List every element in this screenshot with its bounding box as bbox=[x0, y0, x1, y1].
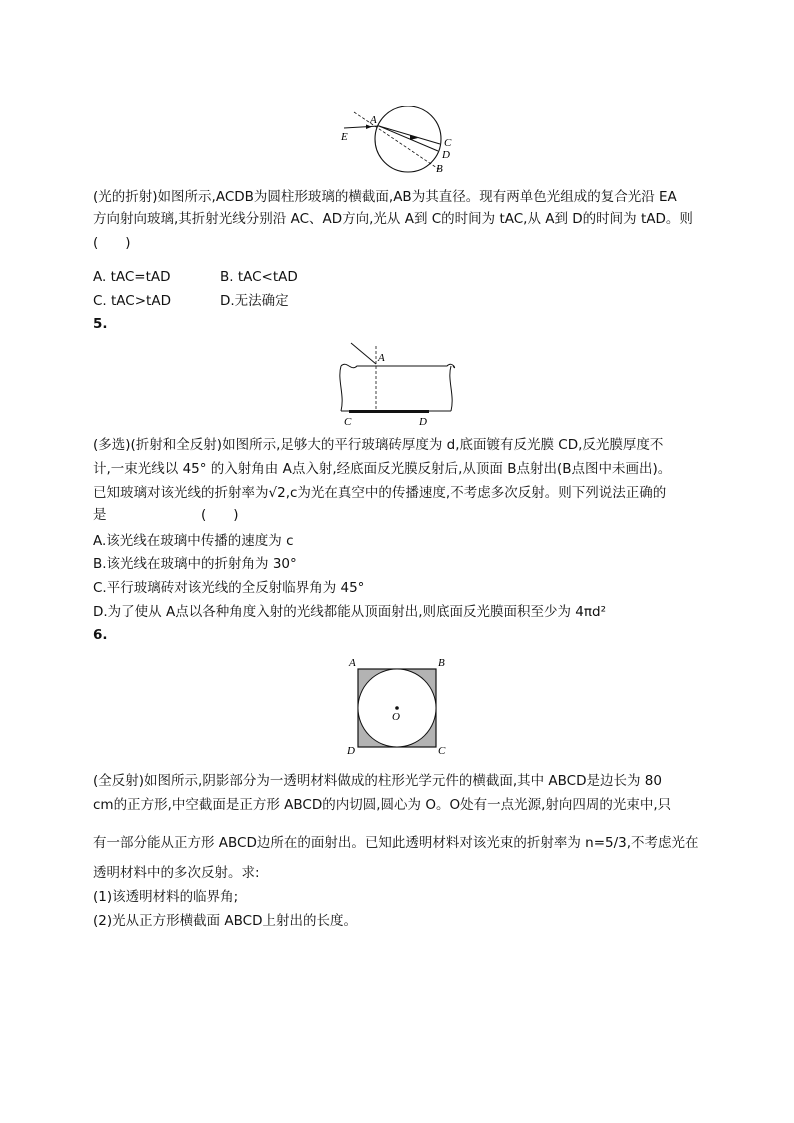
q6-line-3: 有一部分能从正方形 ABCD边所在的面射出。已知此透明材料对该光束的折射率为 n=5/3,不考虑光在 bbox=[93, 835, 699, 851]
label-D: D bbox=[442, 149, 450, 161]
label-O: O bbox=[392, 711, 400, 723]
incident-ray bbox=[351, 343, 376, 364]
label-A: A bbox=[378, 352, 385, 364]
q4-line-1: (光的折射)如图所示,ACDB为圆柱形玻璃的横截面,AB为其直径。现有两单色光组成的复合光沿 EA bbox=[93, 189, 677, 205]
normal-line bbox=[354, 112, 440, 170]
q4-figure bbox=[330, 106, 470, 180]
q6-line-1: (全反射)如图所示,阴影部分为一透明材料做成的柱形光学元件的横截面,其中 ABCD是边长为 80 bbox=[93, 773, 662, 789]
q5-line-2: 计,一束光线以 45° 的入射角由 A点入射,经底面反光膜反射后,从顶面 B点射出(B点图中未画出)。 bbox=[93, 461, 672, 477]
label-C: C bbox=[444, 137, 452, 149]
slab-left-edge bbox=[340, 366, 342, 411]
slab-right-edge bbox=[450, 366, 452, 411]
q5-option-a: A.该光线在玻璃中传播的速度为 c bbox=[93, 533, 294, 549]
label-B: B bbox=[436, 163, 443, 175]
glass-circle bbox=[375, 106, 441, 172]
q5-line-1: (多选)(折射和全反射)如图所示,足够大的平行玻璃砖厚度为 d,底面镀有反光膜 CD,反光膜厚度不 bbox=[93, 437, 664, 453]
q4-line-3: ( ) bbox=[93, 235, 131, 251]
q4-line-2: 方向射向玻璃,其折射光线分别沿 AC、AD方向,光从 A到 C的时间为 tAC,从 A到 D的时间为 tAD。则 bbox=[93, 211, 693, 227]
q5-line-4: 是 ( ) bbox=[93, 507, 239, 523]
q6-subq-1: (1)该透明材料的临界角; bbox=[93, 889, 239, 905]
center-o bbox=[395, 706, 399, 710]
label-B: B bbox=[438, 657, 445, 669]
label-E: E bbox=[341, 131, 348, 143]
q4-option-d: D.无法确定 bbox=[220, 293, 289, 309]
q5-option-d: D.为了使从 A点以各种角度入射的光线都能从顶面射出,则底面反光膜面积至少为 4πd² bbox=[93, 604, 606, 620]
ray-AD bbox=[379, 126, 438, 151]
q4-option-b: B. tAC<tAD bbox=[220, 269, 298, 285]
q6-subq-2: (2)光从正方形横截面 ABCD上射出的长度。 bbox=[93, 913, 357, 929]
q5-line-3: 已知玻璃对该光线的折射率为√2,c为光在真空中的传播速度,不考虑多次反射。则下列说法正确的 bbox=[93, 485, 667, 501]
q5-option-c: C.平行玻璃砖对该光线的全反射临界角为 45° bbox=[93, 580, 365, 596]
q5-number: 5. bbox=[93, 316, 108, 332]
q6-number: 6. bbox=[93, 627, 108, 643]
slab-top bbox=[341, 364, 455, 367]
label-C: C bbox=[438, 745, 446, 757]
label-D: D bbox=[419, 416, 427, 428]
q4-option-c: C. tAC>tAD bbox=[93, 293, 171, 309]
label-A: A bbox=[349, 657, 356, 669]
reflective-film bbox=[349, 410, 429, 413]
q6-line-2: cm的正方形,中空截面是正方形 ABCD的内切圆,圆心为 O。O处有一点光源,射向四周的光束中,只 bbox=[93, 797, 672, 813]
label-D: D bbox=[347, 745, 355, 757]
label-A: A bbox=[370, 114, 377, 126]
q4-option-a: A. tAC=tAD bbox=[93, 269, 171, 285]
label-C: C bbox=[344, 416, 352, 428]
q5-figure bbox=[335, 340, 460, 430]
q5-option-b: B.该光线在玻璃中的折射角为 30° bbox=[93, 556, 297, 572]
q6-line-4: 透明材料中的多次反射。求: bbox=[93, 865, 260, 881]
incident-ray bbox=[344, 126, 379, 128]
q6-figure bbox=[344, 655, 456, 759]
